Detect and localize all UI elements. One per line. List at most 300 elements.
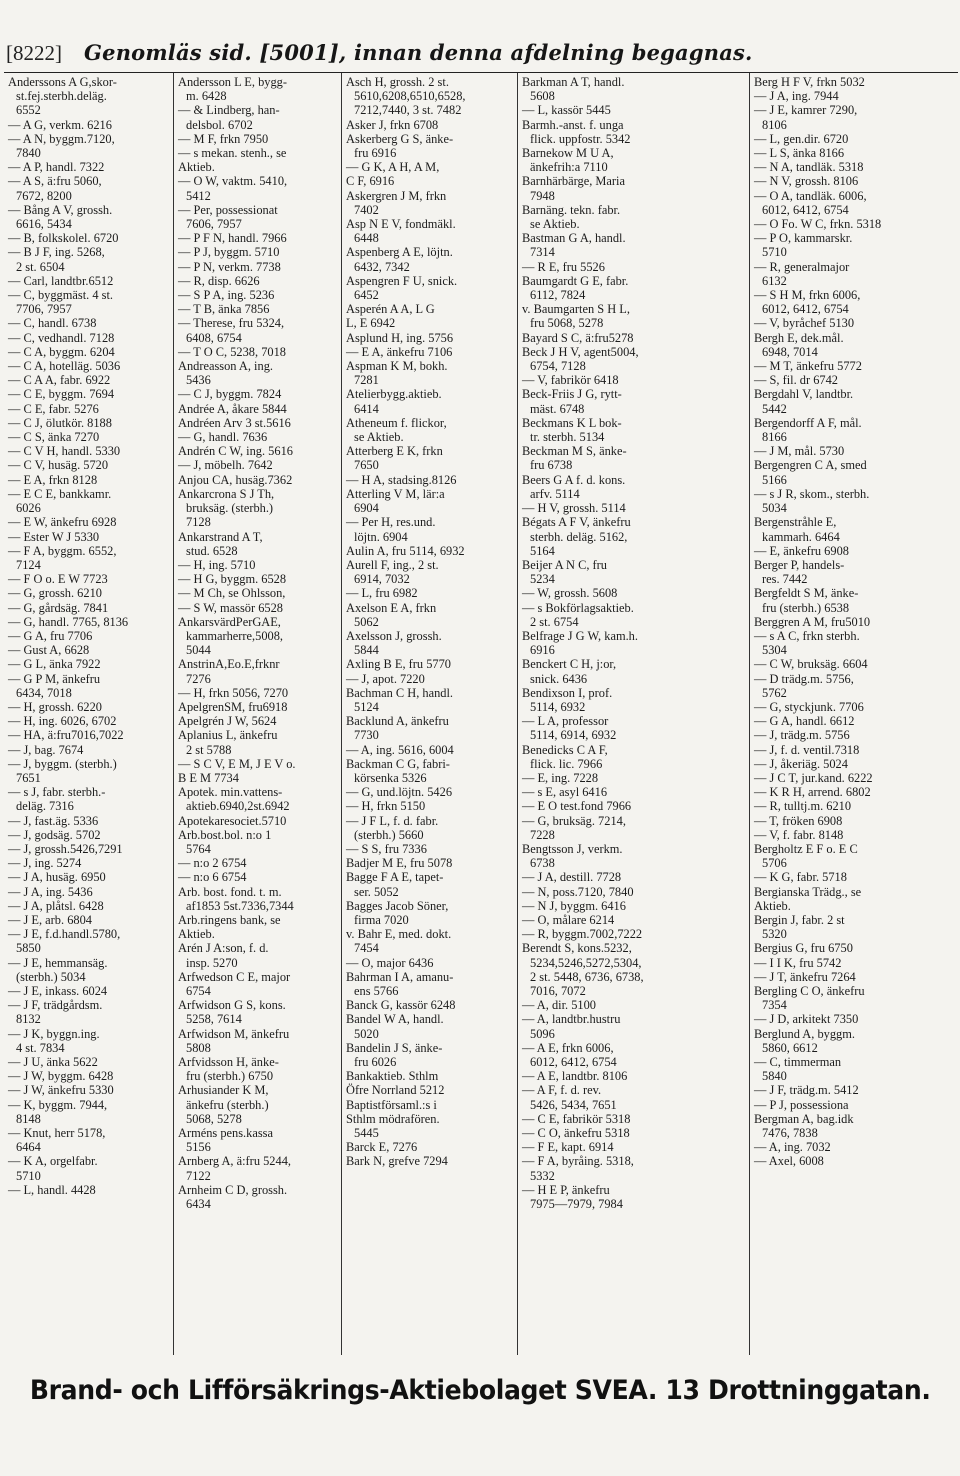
directory-entry: Andersson L E, bygg- [178, 75, 287, 89]
directory-entry: — s mekan. stenh., se [178, 146, 287, 161]
directory-entry: — P O, kammarskr. [754, 231, 853, 246]
directory-entry: — C, handl. 6738 [8, 316, 97, 331]
directory-columns [4, 72, 958, 1355]
directory-entry: — H V, grossh. 5114 [522, 501, 626, 516]
directory-entry: — I I K, fru 5742 [754, 955, 842, 970]
directory-entry: af1853 5st.7336,7344 [186, 898, 294, 913]
directory-entry: — S W, massör 6528 [178, 600, 283, 615]
directory-entry: 5320 [762, 927, 787, 942]
directory-entry: — R E, fru 5526 [522, 259, 605, 274]
directory-entry: — G A, handl. 6612 [754, 714, 855, 729]
directory-entry: — B, folkskolel. 6720 [8, 231, 119, 246]
directory-entry: — O A, tandläk. 6006, [754, 188, 867, 203]
directory-entry: — C, vedhandl. 7128 [8, 330, 115, 345]
directory-entry: — s E, asyl 6416 [522, 785, 608, 800]
directory-entry: stud. 6528 [186, 543, 238, 558]
directory-entry: — J, möbelh. 7642 [178, 458, 273, 473]
directory-entry: — G, handl. 7636 [178, 430, 268, 445]
page-number: [8222] [6, 41, 62, 65]
directory-entry: — HA, ä:fru7016,7022 [8, 728, 124, 743]
directory-entry: fru 5068, 5278 [530, 316, 604, 331]
directory-entry: C F, 6916 [346, 174, 395, 189]
directory-entry: ens 5766 [354, 984, 399, 998]
directory-entry: 5426, 5434, 7651 [530, 1097, 617, 1112]
directory-entry: 8132 [16, 1012, 41, 1027]
directory-entry: — J, trädg.m. 5756 [754, 728, 850, 743]
directory-entry: 6754 [186, 984, 211, 998]
directory-entry: — E O test.fond 7966 [522, 799, 632, 814]
advertisement-footer [0, 1362, 960, 1418]
directory-entry: änkefrih:a 7110 [530, 160, 608, 175]
directory-entry: — S, fil. dr 6742 [754, 373, 838, 388]
directory-entry: — Carl, landtbr.6512 [8, 273, 114, 288]
directory-entry: 2 st. 5448, 6736, 6738, [530, 969, 644, 984]
directory-entry: 5844 [354, 643, 379, 658]
directory-entry: 5034 [762, 501, 787, 516]
directory-entry: — s A C, frkn sterbh. [754, 628, 860, 643]
directory-entry: 7606, 7957 [186, 217, 242, 232]
directory-entry: 5860, 6612 [762, 1040, 818, 1055]
directory-entry: Arfwidson M, änkefru [178, 1026, 290, 1041]
directory-entry: Bagges Jacob Söner, [346, 898, 449, 913]
directory-entry: Aplanius L, änkefru [178, 728, 278, 743]
directory-entry: — N, poss.7120, 7840 [522, 884, 634, 899]
directory-entry: Bark N, grefve 7294 [346, 1154, 448, 1169]
directory-entry: — J F, trädgårdsm. [8, 998, 103, 1013]
directory-entry: — G L, änka 7922 [8, 657, 101, 672]
directory-entry: — A, ing. 7032 [754, 1140, 831, 1155]
directory-entry: Berger P, handels- [754, 557, 845, 572]
directory-entry: — V, byråchef 5130 [754, 316, 855, 331]
directory-entry: 7476, 7838 [762, 1126, 818, 1141]
directory-entry: kammarherre,5008, [186, 628, 284, 643]
directory-entry: — Axel, 6008 [754, 1154, 824, 1169]
directory-entry: — L, gen.dir. 6720 [754, 131, 849, 146]
directory-entry: — H, ing. 5710 [178, 557, 256, 572]
directory-entry: 5234,5246,5272,5304, [530, 955, 642, 970]
directory-entry: — D trädg.m. 5756, [754, 671, 854, 686]
directory-entry: — J, byggm. (sterbh.) [8, 756, 117, 771]
directory-entry: — J A, husäg. 6950 [8, 870, 106, 885]
directory-entry: — L, handl. 4428 [8, 1182, 96, 1197]
directory-entry: — K R H, arrend. 6802 [754, 785, 871, 800]
directory-entry: 7454 [354, 941, 379, 956]
directory-entry: — W, grossh. 5608 [522, 586, 618, 601]
directory-entry: 7402 [354, 202, 379, 217]
directory-entry: — O, målare 6214 [522, 912, 615, 927]
directory-entry: 6408, 6754 [186, 330, 242, 345]
directory-entry: v. Bahr E, med. dokt. [346, 927, 452, 942]
directory-entry: flick. uppfostr. 5342 [530, 131, 631, 146]
directory-entry: — E, ing. 7228 [522, 770, 599, 785]
directory-entry: — n:o 6 6754 [178, 870, 247, 885]
directory-entry: Aspenberg A E, löjtn. [346, 245, 453, 260]
directory-entry: Asperén A A, L G [346, 302, 435, 317]
directory-entry: 6552 [16, 103, 41, 118]
directory-entry: 2 st. 6504 [16, 259, 65, 274]
directory-entry: flick. lic. 7966 [530, 756, 603, 771]
directory-entry: 5610,6208,6510,6528, [354, 89, 466, 104]
directory-entry: — J C T, jur.kand. 6222 [754, 770, 873, 785]
directory-entry: Bankaktieb. Sthlm [346, 1069, 439, 1084]
directory-entry: Beijer A N C, fru [522, 557, 608, 572]
directory-entry: Sthlm mödrafören. [346, 1111, 440, 1126]
directory-entry: Bendixson I, prof. [522, 685, 613, 700]
directory-entry: fru (sterbh.) 6750 [186, 1069, 274, 1084]
directory-entry: — C S, änka 7270 [8, 430, 100, 445]
directory-entry: arfv. 5114 [530, 486, 580, 501]
directory-entry: 5764 [186, 841, 211, 856]
directory-entry: — J, bag. 7674 [8, 742, 84, 757]
directory-entry: 7124 [16, 557, 41, 572]
directory-entry: Axling B E, fru 5770 [346, 657, 451, 672]
directory-entry: Barck E, 7276 [346, 1140, 418, 1155]
directory-entry: — G, handl. 7765, 8136 [8, 614, 129, 629]
directory-entry: 6012, 6412, 6754 [762, 202, 849, 217]
directory-entry: 6414 [354, 401, 379, 416]
directory-entry: 5304 [762, 643, 787, 658]
directory-entry: 5166 [762, 472, 787, 487]
directory-entry: Apelgrén J W, 5624 [178, 714, 277, 729]
directory-entry: 6948, 7014 [762, 344, 818, 359]
directory-entry: 7276 [186, 671, 211, 686]
directory-entry: 5710 [762, 245, 787, 260]
directory-entry: sterbh. deläg. 5162, [530, 529, 628, 544]
directory-entry: AnkarsvärdPerGAE, [178, 614, 281, 629]
directory-entry: Arméns pens.kassa [178, 1126, 273, 1141]
directory-entry: — R, generalmajor [754, 259, 850, 274]
directory-entry: Andrée A, åkare 5844 [178, 401, 287, 416]
directory-entry: mäst. 6748 [530, 401, 585, 416]
directory-entry: Axelsson J, grossh. [346, 628, 442, 643]
directory-entry: m. 6428 [186, 89, 227, 104]
directory-entry: 5096 [530, 1026, 555, 1041]
directory-entry: 7672, 8200 [16, 188, 72, 203]
directory-entry: — K A, orgelfabr. [8, 1154, 98, 1169]
directory-entry: Beck-Friis J G, rytt- [522, 387, 622, 402]
directory-entry: Aktieb. [178, 160, 215, 175]
directory-entry: Öfre Norrland 5212 [346, 1083, 445, 1098]
directory-entry: 5258, 7614 [186, 1012, 242, 1027]
directory-entry: fru 6026 [354, 1055, 397, 1070]
directory-entry: — A G, verkm. 6216 [8, 117, 112, 132]
directory-entry: Bergdahl V, landtbr. [754, 387, 854, 402]
directory-entry: Bachman C H, handl. [346, 685, 454, 700]
directory-entry: änkefru (sterbh.) [186, 1097, 269, 1112]
directory-entry: 5808 [186, 1040, 211, 1055]
directory-entry: Andréen Arv 3 st.5616 [178, 415, 291, 430]
directory-entry: — Bång A V, grossh. [8, 202, 113, 217]
directory-entry: Barnäng. tekn. fabr. [522, 202, 621, 217]
directory-entry: — C A, byggm. 6204 [8, 344, 115, 359]
directory-entry: Backman C G, fabri- [346, 756, 450, 771]
directory-entry: — J F L, f. d. fabr. [346, 813, 439, 828]
directory-entry: Anjou CA, husäg.7362 [178, 472, 293, 487]
directory-entry: — C A A, fabr. 6922 [8, 373, 111, 388]
directory-entry: — J A, ing. 7944 [754, 89, 839, 104]
directory-entry: 5332 [530, 1168, 555, 1183]
directory-entry: — C, byggmäst. 4 st. [8, 288, 113, 303]
directory-entry: Baptistförsaml.:s i [346, 1097, 437, 1112]
directory-entry: — s J R, skom., sterbh. [754, 486, 870, 501]
directory-entry: Bergianska Trädg., se [754, 884, 862, 899]
directory-entry: — V, fabrikör 6418 [522, 373, 619, 388]
directory-entry: Bandel W A, handl. [346, 1012, 444, 1027]
directory-entry: — E W, änkefru 6928 [8, 515, 117, 530]
directory-entry: Berg H F V, frkn 5032 [754, 75, 865, 89]
directory-entry: — Per H, res.und. [346, 515, 436, 530]
directory-entry: 2 st 5788 [186, 742, 232, 757]
directory-entry: Banck G, kassör 6248 [346, 998, 456, 1013]
column-anderssons [4, 73, 174, 1355]
directory-entry: — E A, änkefru 7106 [346, 344, 453, 359]
directory-entry: — J, grossh.5426,7291 [8, 841, 123, 856]
directory-entry: 6012, 6412, 6754 [762, 302, 849, 317]
directory-entry: Bergin J, fabr. 2 st [754, 912, 845, 927]
directory-entry: Aktieb. [754, 898, 791, 913]
directory-entry: Bergius G, fru 6750 [754, 941, 853, 956]
directory-entry: 7016, 7072 [530, 984, 586, 998]
directory-entry: — J, apot. 7220 [346, 671, 425, 686]
directory-entry: Arb. bost. fond. t. m. [178, 884, 282, 899]
directory-entry: 6914, 7032 [354, 572, 410, 587]
directory-entry: Barkman A T, handl. [522, 75, 625, 89]
directory-entry: Bagge F A E, tapet- [346, 870, 444, 885]
directory-entry: Bengtsson J, verkm. [522, 841, 623, 856]
directory-entry: — P J, possessiona [754, 1097, 849, 1112]
directory-entry: Arfwidson G S, kons. [178, 998, 286, 1013]
directory-entry: 6434, 7018 [16, 685, 72, 700]
directory-entry: Aspman K M, bokh. [346, 359, 448, 374]
directory-entry: — Gust A, 6628 [8, 643, 90, 658]
directory-entry: — Therese, fru 5324, [178, 316, 285, 331]
directory-entry: Bégats A F V, änkefru [522, 515, 631, 530]
directory-entry: — C J, byggm. 7824 [178, 387, 282, 402]
directory-entry: Beckmans K L bok- [522, 415, 622, 430]
directory-entry: — J, ing. 5274 [8, 856, 82, 871]
directory-entry: — J K, byggn.ing. [8, 1026, 100, 1041]
directory-entry: Arb.ringens bank, se [178, 912, 281, 927]
directory-entry: — N J, byggm. 6416 [522, 898, 626, 913]
directory-entry: Beck J H V, agent5004, [522, 344, 639, 359]
directory-entry: 5710 [16, 1168, 41, 1183]
directory-entry: 7948 [530, 188, 555, 203]
directory-entry: Ankarstrand A T, [178, 529, 263, 544]
directory-entry: — C E, fabrikör 5318 [522, 1111, 631, 1126]
directory-entry: — S C V, E M, J E V o. [178, 756, 296, 771]
column-andersson-l-e [174, 73, 342, 1355]
directory-entry: insp. 5270 [186, 955, 238, 970]
directory-entry: 5062 [354, 614, 379, 629]
directory-entry: 7706, 7957 [16, 302, 72, 317]
directory-entry: — s Bokförlagsaktieb. [522, 600, 634, 615]
directory-entry: 6616, 5434 [16, 217, 72, 232]
directory-entry: Bayard S C, ä:fru5278 [522, 330, 634, 345]
column-barkman [518, 73, 750, 1355]
directory-entry: 6026 [16, 501, 41, 516]
directory-entry: 2 st. 6754 [530, 614, 579, 629]
directory-entry: — J E, arb. 6804 [8, 912, 92, 927]
directory-entry: — S S, fru 7336 [346, 841, 427, 856]
directory-entry: — N V, grossh. 8106 [754, 174, 859, 189]
directory-entry: — P N, verkm. 7738 [178, 259, 281, 274]
directory-entry: B E M 7734 [178, 770, 239, 785]
directory-entry: (sterbh.) 5660 [354, 827, 424, 842]
directory-entry: 5068, 5278 [186, 1111, 242, 1126]
directory-entry: Anderssons A G,skor- [8, 75, 117, 89]
directory-entry: Asker J, frkn 6708 [346, 117, 439, 132]
directory-entry: 6432, 7342 [354, 259, 410, 274]
directory-entry: — G K, A H, A M, [346, 160, 440, 175]
directory-entry: — B J F, ing. 5268, [8, 245, 105, 260]
directory-entry: Atheneum f. flickor, [346, 415, 447, 430]
directory-entry: ApelgrenSM, fru6918 [178, 699, 288, 714]
directory-entry: — J E, hemmansäg. [8, 955, 108, 970]
directory-entry: — H, frkn 5056, 7270 [178, 685, 289, 700]
directory-entry: Belfrage J G W, kam.h. [522, 628, 638, 643]
directory-entry: — C, timmerman [754, 1055, 842, 1070]
directory-entry: Berglund A, byggm. [754, 1026, 855, 1041]
directory-entry: 5445 [354, 1126, 379, 1141]
directory-entry: 5850 [16, 941, 41, 956]
directory-entry: — H G, byggm. 6528 [178, 572, 287, 587]
directory-entry: — S H M, frkn 6006, [754, 288, 861, 303]
directory-entry: Beckman M S, änke- [522, 444, 627, 459]
directory-entry: Badjer M E, fru 5078 [346, 856, 453, 871]
directory-entry: 7122 [186, 1168, 211, 1183]
directory-entry: 7128 [186, 515, 211, 530]
directory-entry: Bergman A, bag.idk [754, 1111, 854, 1126]
directory-entry: 7314 [530, 245, 555, 260]
directory-entry: — N A, tandläk. 5318 [754, 160, 864, 175]
directory-entry: — E C E, bankkamr. [8, 486, 112, 501]
directory-entry: — G, grossh. 6210 [8, 586, 102, 601]
directory-entry: (sterbh.) 5034 [16, 969, 86, 984]
directory-entry: Asplund H, ing. 5756 [346, 330, 454, 345]
directory-entry: — P F N, handl. 7966 [178, 231, 287, 246]
directory-entry: — L A, professor [522, 714, 609, 729]
page-title: Genomläs sid. [5001], innan denna afdelning begagnas. [84, 40, 753, 65]
directory-entry: — J, f. d. ventil.7318 [754, 742, 860, 757]
directory-entry: — & Lindberg, han- [178, 103, 280, 118]
directory-entry: — Ester W J 5330 [8, 529, 100, 544]
directory-entry: — E A, frkn 8128 [8, 472, 98, 487]
footer-banner: Brand- och Lifförsäkrings-Aktiebolaget SVEA. 13 Drottninggatan. [29, 1374, 931, 1406]
directory-entry: körsenka 5326 [354, 770, 427, 785]
directory-entry: 5706 [762, 856, 787, 871]
directory-entry: — A S, ä:fru 5060, [8, 174, 102, 189]
directory-entry: 8106 [762, 117, 787, 132]
directory-entry: Bergendorff A F, mål. [754, 415, 862, 430]
directory-entry: Berggren A M, fru5010 [754, 614, 871, 629]
directory-entry: Aktieb. [178, 927, 215, 942]
directory-entry: Baumgardt G E, fabr. [522, 273, 629, 288]
directory-entry: — K, byggm. 7944, [8, 1097, 108, 1112]
directory-entry: — H, frkn 5150 [346, 799, 426, 814]
directory-entry: — M Ch, se Ohlsson, [178, 586, 286, 601]
directory-entry: kammarh. 6464 [762, 529, 840, 544]
directory-entry: Askergren J M, frkn [346, 188, 447, 203]
directory-entry: 7975—7979, 7984 [530, 1197, 623, 1212]
directory-entry: — C V, husäg. 5720 [8, 458, 109, 473]
directory-entry: 5840 [762, 1069, 787, 1084]
directory-entry: — C W, bruksäg. 6604 [754, 657, 868, 672]
directory-entry: Benckert C H, j:or, [522, 657, 617, 672]
directory-entry: 7354 [762, 998, 787, 1013]
directory-entry: 8166 [762, 430, 787, 445]
directory-entry: se Aktieb. [530, 217, 580, 232]
directory-entry: — s J, fabr. sterbh.- [8, 785, 106, 800]
directory-entry: — J A, destill. 7728 [522, 870, 622, 885]
directory-entry: tr. sterbh. 5134 [530, 430, 605, 445]
directory-entry: Bahrman I A, amanu- [346, 969, 454, 984]
directory-entry: Arfwedson C E, major [178, 969, 291, 984]
directory-entry: — J M, mål. 5730 [754, 444, 845, 459]
directory-entry: 6448 [354, 231, 379, 246]
directory-entry: Arb.bost.bol. n:o 1 [178, 827, 272, 842]
directory-entry: — A N, byggm.7120, [8, 131, 115, 146]
directory-entry: — H E P, änkefru [522, 1182, 610, 1197]
directory-entry: Backlund A, änkefru [346, 714, 449, 729]
directory-entry: — O W, vaktm. 5410, [178, 174, 288, 189]
directory-entry: 5234 [530, 572, 555, 587]
directory-entry: Bergholtz E F o. E C [754, 841, 858, 856]
directory-entry: — J, fast.äg. 5336 [8, 813, 99, 828]
directory-entry: — H, ing. 6026, 6702 [8, 714, 117, 729]
directory-entry: Barnekow M U A, [522, 146, 614, 161]
directory-entry: aktieb.6940,2st.6942 [186, 799, 290, 814]
directory-entry: — J F, trädg.m. 5412 [754, 1083, 859, 1098]
directory-entry: L, E 6942 [346, 316, 396, 331]
directory-entry: Bergenstråhle E, [754, 515, 837, 530]
directory-entry: Asp N E V, fondmäkl. [346, 217, 456, 232]
directory-entry: 5114, 6914, 6932 [530, 728, 617, 743]
directory-entry: Arnheim C D, grossh. [178, 1182, 288, 1197]
directory-entry: — F A, byråing. 5318, [522, 1154, 634, 1169]
directory-entry: — T, fröken 6908 [754, 813, 843, 828]
directory-entry: — O Fo. W C, frkn. 5318 [754, 217, 882, 232]
directory-entry: — R, disp. 6626 [178, 273, 260, 288]
directory-entry: — E, änkefru 6908 [754, 543, 849, 558]
directory-entry: — G, styckjunk. 7706 [754, 699, 864, 714]
directory-entry: Bastman G A, handl. [522, 231, 626, 246]
directory-entry: — J T, änkefru 7264 [754, 969, 856, 984]
directory-entry: 7281 [354, 373, 379, 388]
directory-entry: — J E, kamrer 7290, [754, 103, 858, 118]
directory-entry: Andreasson A, ing. [178, 359, 273, 374]
directory-entry: — H A, stadsing.8126 [346, 472, 457, 487]
directory-entry: Barnhärbärge, Maria [522, 174, 625, 189]
directory-entry: — A, landtbr.hustru [522, 1012, 621, 1027]
directory-entry: 7212,7440, 3 st. 7482 [354, 103, 462, 118]
directory-entry: — L S, änka 8166 [754, 146, 845, 161]
directory-entry: 7228 [530, 827, 555, 842]
directory-entry: — K G, fabr. 5718 [754, 870, 847, 885]
directory-entry: Bandelin J S, änke- [346, 1040, 443, 1055]
directory-entry: 5124 [354, 699, 379, 714]
directory-entry: — V, f. fabr. 8148 [754, 827, 844, 842]
directory-entry: — S P A, ing. 5236 [178, 288, 275, 303]
directory-entry: delsbol. 6702 [186, 117, 253, 132]
directory-entry: 6434 [186, 1197, 211, 1212]
directory-entry: 5114, 6932 [530, 699, 586, 714]
directory-entry: Ankarcrona S J Th, [178, 486, 275, 501]
directory-entry: AnstrinA,Eo.E,frknr [178, 657, 280, 672]
directory-entry: Axelson E A, frkn [346, 600, 437, 615]
directory-entry: — H, grossh. 6220 [8, 699, 102, 714]
directory-entry: Aulin A, fru 5114, 6932 [346, 543, 465, 558]
directory-entry: Bergling C O, änkefru [754, 984, 865, 998]
